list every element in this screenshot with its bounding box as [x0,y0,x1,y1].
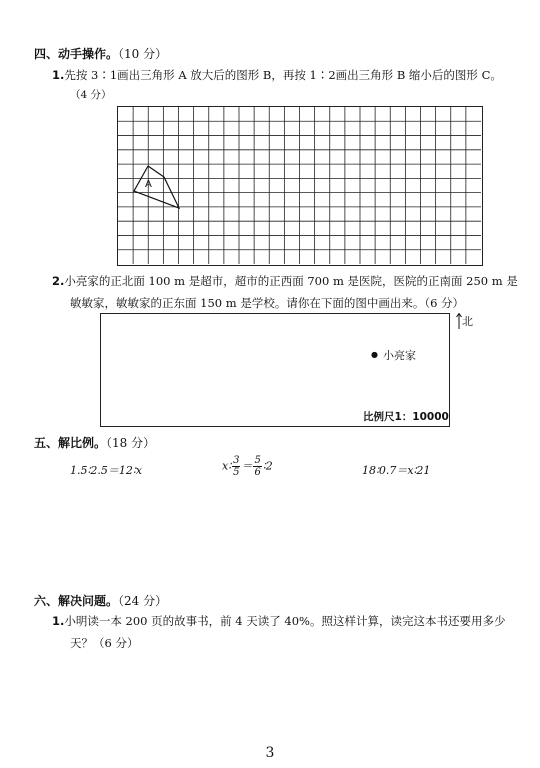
fraction-denominator: 6 [254,467,261,478]
question-text-line-1: 小亮家的正北面 100 m 是超市，超市的正西面 700 m 是医院，医院的正南面 250 m 是 [64,274,518,288]
triangle-a-label: A [145,179,152,190]
section-6-title: 六、解决问题。 [34,594,119,608]
section-4-points: （10 分） [118,47,168,61]
question-number: 1. [52,68,65,82]
section-4-title: 四、动手操作。 [34,47,119,61]
north-label: 北 [462,315,473,328]
eq2-fraction-1 [232,455,240,478]
page-number: 3 [265,745,275,761]
question-number: 2. [52,274,65,288]
fraction-denominator: 5 [233,467,240,478]
eq2-equals: ＝ [241,459,253,473]
triangle-a [118,107,481,264]
eq2-right: ∶2 [262,459,273,473]
question-text-line-2: 敏敏家，敏敏家的正东面 150 m 是学校。请你在下面的图中画出来。（6 分） [70,296,465,310]
section-5-points: （18 分） [106,436,156,450]
eq2-left: x∶ [222,459,232,473]
section-5-title: 五、解比例。 [34,436,107,450]
home-dot-icon: ● [371,350,378,359]
north-indicator [456,313,473,329]
equation-2 [222,455,273,478]
section-6-heading [34,592,167,609]
question-number: 1. [52,614,65,628]
fraction-numerator: 3 [233,455,240,466]
eq2-fraction-2 [253,455,261,478]
question-4-2 [52,270,522,314]
question-text-line-1: 小明读一本 200 页的故事书，前 4 天读了 40%。照这样计算，读完这本书还要用多少 [64,614,506,628]
fraction-numerator: 5 [254,455,261,466]
map-drawing-area[interactable] [100,313,450,427]
map-scale: 比例尺1：10000 [363,411,449,423]
drawing-grid[interactable] [117,106,483,266]
question-text: 先按 3∶1画出三角形 A 放大后的图形 B，再按 1∶2画出三角形 B 缩小后的图形 C。 [64,68,502,82]
north-arrow-icon [456,313,462,329]
section-5-heading [34,434,155,451]
section-6-points: （24 分） [118,594,168,608]
question-4-1-points: （4 分） [70,89,112,101]
question-text-line-2: 天？（6 分） [70,636,139,650]
home-label: 小亮家 [383,349,416,362]
equation-1: 1.5∶2.5＝12∶x [70,464,142,477]
question-4-1 [52,64,522,86]
equation-3: 18∶0.7＝x∶21 [362,464,431,477]
question-6-1 [52,610,522,654]
section-4-heading [34,45,167,62]
